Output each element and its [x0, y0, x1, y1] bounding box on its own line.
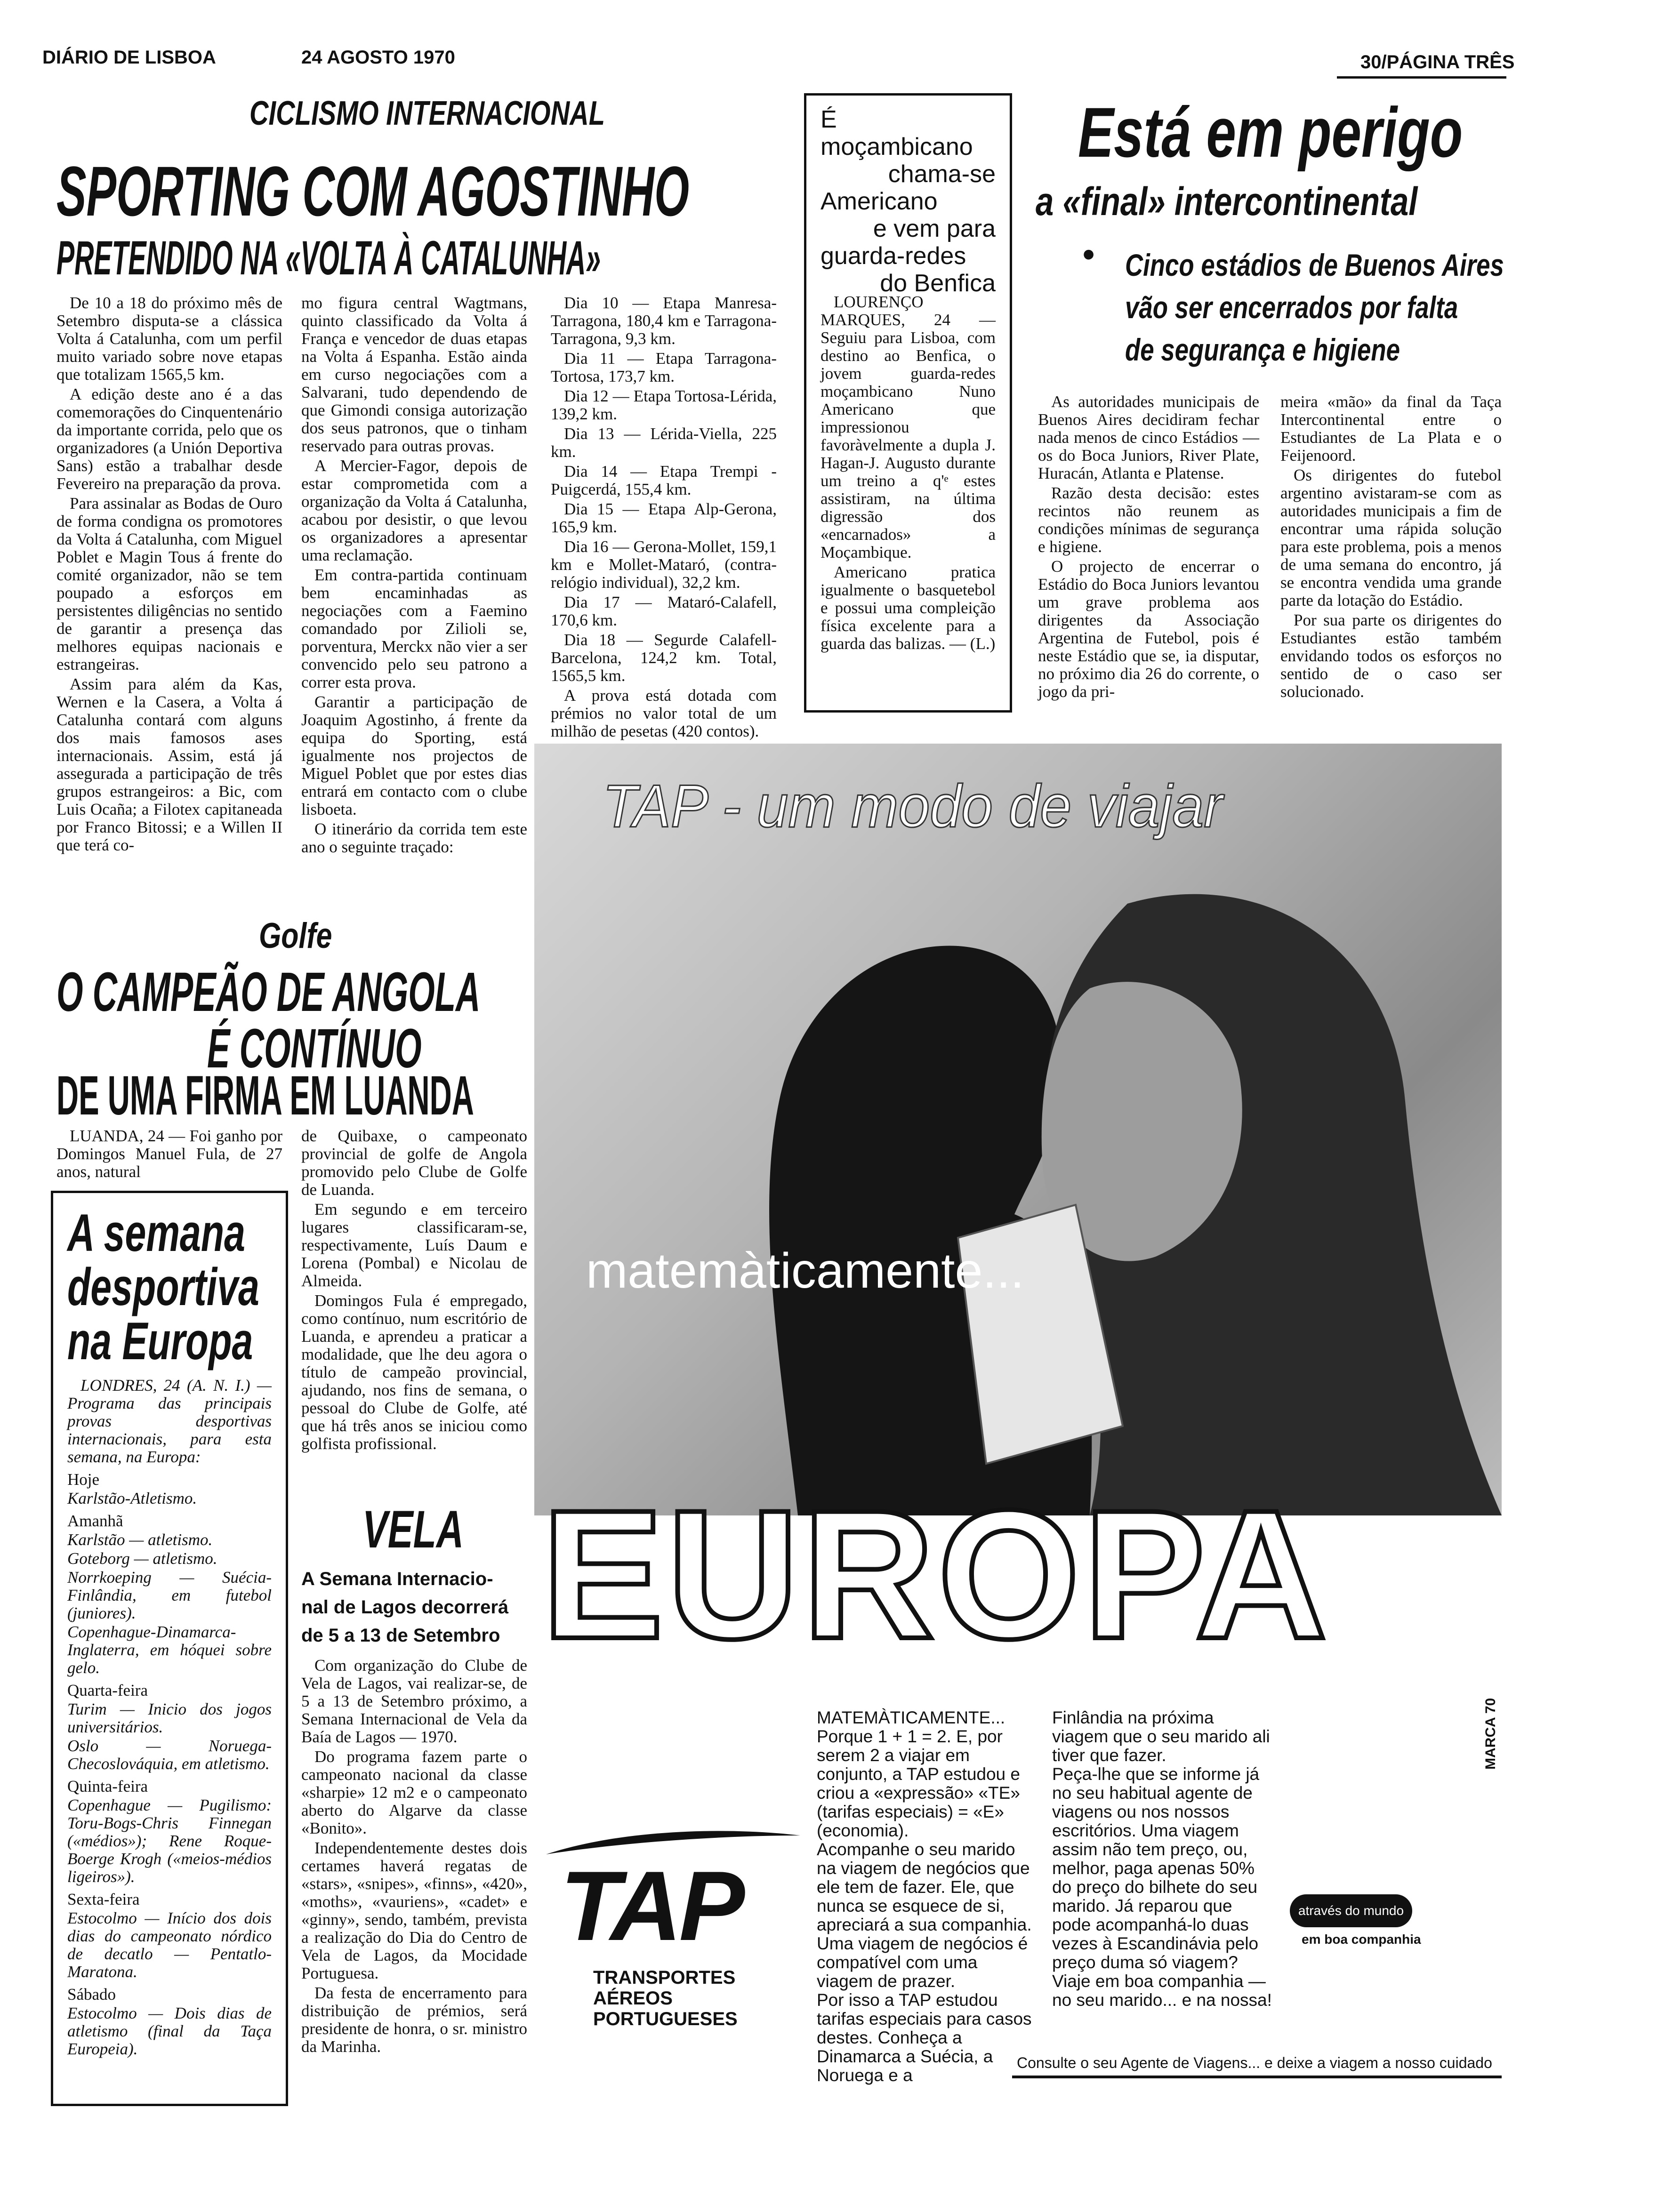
golfe-para: de Quibaxe, o campeonato provincial de golfe de Angola promovido pelo Clube de Golfe de Luanda. — [301, 1127, 527, 1199]
tap-ad-copy-para: Acompanhe o seu marido na viagem de negócios que ele tem de fazer. Ele, que nunca se esquece de si, apreciará a sua companhia. Uma viagem de negócios é compatível com uma viagem de prazer. — [817, 1840, 1032, 1991]
ciclismo-stage: Dia 16 — Gerona-Mollet, 159,1 km e Mollet-Mataró, (contra-relógio individual), 32,2 km. — [551, 537, 777, 592]
ciclismo-col2-para: Em contra-partida continuam bem encaminhadas as negociações com a Faemino comandado por Zilioli se, porventura, Merckx não vier a ser convencido pelo seu patrono a correr esta prova. — [301, 566, 527, 691]
vela-headline-line: nal de Lagos decorrerá — [301, 1597, 509, 1618]
intercontinental-sub-1: Cinco estádios de Buenos Aires — [1125, 248, 1504, 282]
tap-ad-copy-heading: MATEMÀTICAMENTE... — [817, 1708, 1005, 1727]
ciclismo-stage: Dia 10 — Etapa Manresa-Tarragona, 180,4 km e Tarragona-Tarragona, 9,3 km. — [551, 294, 777, 348]
masthead-paper: DIÁRIO DE LISBOA — [42, 47, 216, 68]
semana-day: Sexta-feira — [67, 1890, 140, 1908]
tap-pill — [1290, 1894, 1412, 1927]
intercontinental-para: As autoridades municipais de Buenos Aires decidiram fechar nada menos de cinco Estádios — os do Boca Juniors, River Plate, Huracán, Atlanta e Platense. — [1038, 393, 1259, 482]
semana-text — [67, 1377, 272, 2059]
vela-text — [301, 1657, 527, 2058]
golfe-para: Domingos Fula é empregado, como contínuo, num escritório de Luanda, e aprendeu a praticar a modalidade, que lhe deu agora o título de campeão provincial, ajudando, nos fins de semana, o pessoal do Clube de Golfe, até que há três anos se iniciou como golfista profissional. — [301, 1291, 527, 1453]
tap-company-name — [593, 1967, 738, 2029]
tap-ad-slogan: TAP - um modo de viajar — [603, 773, 1223, 840]
tap-ad-copy-1 — [817, 1708, 1033, 2085]
ciclismo-headline-1: SPORTING COM AGOSTINHO — [56, 152, 690, 231]
tap-ad-copy-para: Por isso a TAP estudou tarifas especiais para casos destes. Conheça a Dinamarca a Suécia, a Noruega e a — [817, 1990, 1032, 2085]
ciclismo-col-2 — [301, 294, 527, 858]
tap-ad-copy-para: Finlândia na próxima viagem que o seu marido ali tiver que fazer. — [1052, 1708, 1270, 1765]
ciclismo-kicker: CICLISMO INTERNACIONAL — [249, 95, 605, 132]
tap-pill-sub: em boa companhia — [1302, 1932, 1421, 1947]
semana-headline-3: na Europa — [67, 1312, 253, 1370]
semana-item-text: Estocolmo — Início dos dois dias do campeonato nórdico de decatlo — Pentatlo-Maratona. — [67, 1909, 272, 1981]
tap-ad-copy-para: Peça-lhe que se informe já no seu habitual agente de viagens ou nos nossos escritórios. Uma viagem assim não tem preço, ou, melhor, paga apenas 50% do preço do bilhete do seu marido. Já reparou que pode acompanhá-lo duas vezes à Escandinávia pelo preço duma só viagem? — [1052, 1764, 1260, 1972]
vela-para: Do programa fazem parte o campeonato nacional da classe «sharpie» 12 m2 e o campeonato aberto do Algarve da classe «Bonito». — [301, 1747, 527, 1837]
semana-item — [67, 1490, 272, 1507]
semana-box — [51, 1191, 288, 2106]
semana-day: Amanhã — [67, 1512, 123, 1530]
golfe-headline-2: É CONTÍNUO — [207, 1018, 422, 1080]
golfe-headline-3: DE UMA FIRMA EM LUANDA — [56, 1065, 474, 1127]
intercontinental-sub-3: de segurança e higiene — [1125, 332, 1400, 367]
benfica-text — [820, 293, 996, 655]
tap-marca: MARCA 70 — [1483, 1698, 1498, 1770]
semana-item — [67, 1531, 272, 1549]
intercontinental-headline-2: a «final» intercontinental — [1036, 179, 1418, 224]
vela-para: Com organização do Clube de Vela de Lagos, vai realizar-se, de 5 a 13 de Setembro próximo, a Semana Internacional de Vela da Baía de Lagos — 1970. — [301, 1656, 527, 1746]
semana-item-text: Copenhague — Pugilismo: Toru-Bogs-Chris Finnegan («médios»); Rene Roque-Boerge Krogh («meios-médios ligeiros»). — [67, 1796, 272, 1886]
semana-item — [67, 1550, 272, 1568]
semana-item-text: Copenhague-Dinamarca-Inglaterra, em hóquei sobre gelo. — [67, 1623, 272, 1677]
intercontinental-headline-1: Está em perigo — [1078, 93, 1463, 172]
ciclismo-col1-para: A edição deste ano é a das comemorações do Cinquentenário da importante corrida, pelo que os organizadores (a Unión Deportiva Sans) estão a trabalhar desde Fevereiro na preparação da prova. — [56, 385, 282, 493]
ciclismo-stage: Dia 17 — Mataró-Calafell, 170,6 km. — [551, 593, 777, 629]
semana-item — [67, 1796, 272, 1886]
intercontinental-para: Razão desta decisão: estes recintos não reunem as condições mínimas de segurança e higiene. — [1038, 484, 1259, 556]
vela-para: Da festa de encerramento para distribuição de prémios, será presidente de honra, o sr. ministro da Marinha. — [301, 1984, 527, 2056]
golfe-para: Em segundo e em terceiro lugares classificaram-se, respectivamente, Luís Daum e Lorena (Pombal) e Nicolau de Almeida. — [301, 1200, 527, 1290]
tap-logo: TAP — [560, 1851, 742, 1961]
vela-headline — [301, 1565, 527, 1650]
ciclismo-col1-para: Assim para além da Kas, Wernen e la Casera, a Volta á Catalunha contará com alguns dos mais famosos ases internacionais. Assim, está já assegurada a participação de três grupos estrangeiros: a Bic, com Luis Ocaña; a Filotex capitaneada por Franco Bitossi; e a Willen II que terá co- — [56, 675, 282, 854]
semana-item-text: Turim — Inicio dos jogos universitários. — [67, 1700, 272, 1736]
tap-company-line: TRANSPORTES — [593, 1967, 736, 1988]
golfe-para: LUANDA, 24 — Foi ganho por Domingos Manuel Fula, de 27 anos, natural — [56, 1127, 282, 1181]
benfica-headline-line: guarda-redes — [820, 242, 966, 270]
tap-ad-couple-illustration — [534, 744, 1502, 1515]
benfica-para: Americano pratica igualmente o basquetebol e possui uma compleição física excelente para a guarda das balizas. — (L.) — [820, 563, 996, 653]
ciclismo-headline-2: PRETENDIDO NA «VOLTA À CATALUNHA» — [56, 231, 601, 285]
tap-ad-word: matemàticamente... — [586, 1243, 1024, 1298]
ciclismo-stage: Dia 13 — Lérida-Viella, 225 km. — [551, 425, 777, 461]
vela-headline-line: de 5 a 13 de Setembro — [301, 1625, 500, 1646]
semana-item — [67, 1737, 272, 1773]
semana-item — [67, 1700, 272, 1736]
tap-company-line: PORTUGUESES — [593, 2009, 738, 2029]
benfica-para: LOURENÇO MARQUES, 24 — Seguiu para Lisboa, com destino ao Benfica, o jovem guarda-redes moçambicano Nuno Americano que impressionou favoràvelmente a dupla J. Hagan-J. Augusto durante um treino a q'ᵉ estes assistiram, na última digressão dos «encarnados» a Moçambique. — [820, 293, 996, 561]
intercontinental-col-2 — [1280, 393, 1502, 703]
semana-day: Hoje — [67, 1470, 100, 1489]
benfica-headline-line: É moçambicano — [820, 106, 973, 160]
benfica-headline-line: Americano — [820, 188, 938, 215]
vela-para: Independentemente destes dois certames haverá regatas de «stars», «snipes», «finns», «420», «moths», «vauriens», «cadet» e «ginny», sendo, também, prevista a realização do Dia do Centro de Vela de Lagos, da Mocidade Portuguesa. — [301, 1839, 527, 1982]
semana-item-text: Karlstão-Atletismo. — [67, 1489, 197, 1507]
tap-ad-copy-para: Viaje em boa companhia — no seu marido... e na nossa! — [1052, 1972, 1272, 2010]
golfe-headline-1: O CAMPEÃO DE ANGOLA — [56, 961, 481, 1023]
benfica-headline-line: do Benfica — [880, 270, 996, 297]
ciclismo-col1-para: De 10 a 18 do próximo mês de Setembro disputa-se a clássica Volta á Catalunha, com um perfil muito variado sobre nove etapas que totalizam 1565,5 km. — [56, 294, 282, 384]
tap-company-line: AÉREOS — [593, 1988, 673, 2009]
intercontinental-para: O projecto de encerrar o Estádio do Boca Juniors levantou um grave problema aos dirigentes da Associação Argentina de Futebol, pois é neste Estádio que se, ia disputar, no próximo dia 26 do corrente, o jogo da pri- — [1038, 557, 1259, 701]
masthead-rule — [1337, 76, 1506, 79]
ciclismo-col2-para: mo figura central Wagtmans, quinto classificado da Volta á França e vencedor de duas etapas na Volta á Espanha. Estão ainda em curso negociações com a Salvarani, tudo dependendo de que Gimondi consiga autorização dos seus patronos, que o tinham reservado para outras provas. — [301, 294, 527, 455]
golfe-col-1 — [56, 1127, 282, 1183]
tap-footer: Consulte o seu Agente de Viagens... e deixe a viagem a nosso cuidado — [1017, 2054, 1492, 2071]
semana-item — [67, 1909, 272, 1981]
semana-item — [67, 1623, 272, 1677]
ciclismo-stage: Dia 11 — Etapa Tarragona-Tortosa, 173,7 km. — [551, 349, 777, 385]
intercontinental-para: Os dirigentes do futebol argentino avistaram-se com as autoridades municipais a fim de encontrar uma rápida solução para este problema, pois a menos de uma semana do encontro, já se encontra vendida uma grande parte da lotação do Estádio. — [1280, 466, 1502, 609]
golfe-col-2 — [301, 1127, 527, 1455]
semana-headline-1: A semana — [67, 1203, 245, 1262]
ciclismo-stage: Dia 12 — Etapa Tortosa-Lérida, 139,2 km. — [551, 387, 777, 423]
ciclismo-stage: Dia 18 — Segurde Calafell-Barcelona, 124,2 km. Total, 1565,5 km. — [551, 631, 777, 685]
ciclismo-stage: A prova está dotada com prémios no valor total de um milhão de pesetas (420 contos). — [551, 686, 777, 740]
benfica-box — [804, 93, 1012, 713]
benfica-headline-line: e vem para — [873, 215, 996, 242]
semana-item-text: Goteborg — atletismo. — [67, 1549, 217, 1568]
tap-ad-copy-para: Porque 1 + 1 = 2. E, por serem 2 a viajar em conjunto, a TAP estudou e criou a «expressão» «TE» (tarifas especiais) = «E» (economia). — [817, 1727, 1020, 1840]
semana-headline-2: desportiva — [67, 1258, 259, 1316]
semana-day: Quarta-feira — [67, 1681, 148, 1699]
semana-intro: LONDRES, 24 (A. N. I.) — Programa das principais provas desportivas internacionais, para esta semana, na Europa: — [67, 1376, 272, 1466]
ciclismo-stage: Dia 15 — Etapa Alp-Gerona, 165,9 km. — [551, 500, 777, 536]
ciclismo-col2-para: O itinerário da corrida tem este ano o seguinte traçado: — [301, 820, 527, 856]
benfica-headline-line: chama-se — [888, 160, 996, 188]
golfe-kicker: Golfe — [259, 916, 332, 956]
semana-item-text: Norrkoeping — Suécia-Finlândia, em futebol (juniores). — [67, 1568, 272, 1622]
intercontinental-sub-2: vão ser encerrados por falta — [1125, 290, 1458, 325]
ciclismo-stage: Dia 14 — Etapa Trempi -Puigcerdá, 155,4 km. — [551, 462, 777, 498]
intercontinental-para: Por sua parte os dirigentes do Estudiantes estão também envidando todos os esforços no sentido de o caso ser solucionado. — [1280, 611, 1502, 701]
semana-item — [67, 1569, 272, 1622]
vela-kicker: VELA — [362, 1500, 464, 1559]
vela-headline-line: A Semana Internacio- — [301, 1569, 493, 1589]
tap-ad-europa: EUROPA — [541, 1472, 1330, 1677]
benfica-headline — [820, 106, 996, 297]
ciclismo-col-1 — [56, 294, 282, 856]
semana-item-text: Oslo — Noruega-Checoslováquia, em atletismo. — [67, 1737, 272, 1773]
intercontinental-col-1 — [1038, 393, 1259, 703]
tap-ad-copy-2 — [1052, 1708, 1273, 2010]
semana-item-text: Estocolmo — Dois dias de atletismo (final da Taça Europeia). — [67, 2004, 272, 2058]
ciclismo-col2-para: A Mercier-Fagor, depois de estar comprometida com a organização da Volta á Catalunha, acabou por desistir, o que levou os organizadores a apresentar uma reclamação. — [301, 457, 527, 564]
ciclismo-col-3 — [551, 294, 777, 742]
masthead-date: 24 AGOSTO 1970 — [301, 47, 455, 68]
tap-pill-label: através do mundo — [1298, 1903, 1404, 1918]
intercontinental-para: meira «mão» da final da Taça Intercontinental entre o Estudiantes de La Plata e o Feijenoord. — [1280, 393, 1502, 465]
masthead-page: 30/PÁGINA TRÊS — [1360, 52, 1515, 72]
semana-day: Sábado — [67, 1985, 116, 2004]
ciclismo-col2-para: Garantir a participação de Joaquim Agostinho, á frente da equipa do Sporting, está igualmente nos projectos de Miguel Poblet que por estes dias entrará em contacto com o clube lisboeta. — [301, 693, 527, 818]
semana-item — [67, 2004, 272, 2058]
semana-day: Quinta-feira — [67, 1777, 148, 1795]
semana-item-text: Karlstão — atletismo. — [67, 1531, 213, 1549]
intercontinental-bullet: • — [1083, 236, 1095, 273]
ciclismo-col1-para: Para assinalar as Bodas de Ouro de forma condigna os promotores da Volta á Catalunha, com Miguel Poblet e Magin Tous á frente do comité organizador, não se tem poupado a esforços em persistentes diligências no sentido de garantir a presença das melhores equipas nacionais e estrangeiras. — [56, 494, 282, 673]
tap-footer-rule — [1012, 2076, 1502, 2078]
